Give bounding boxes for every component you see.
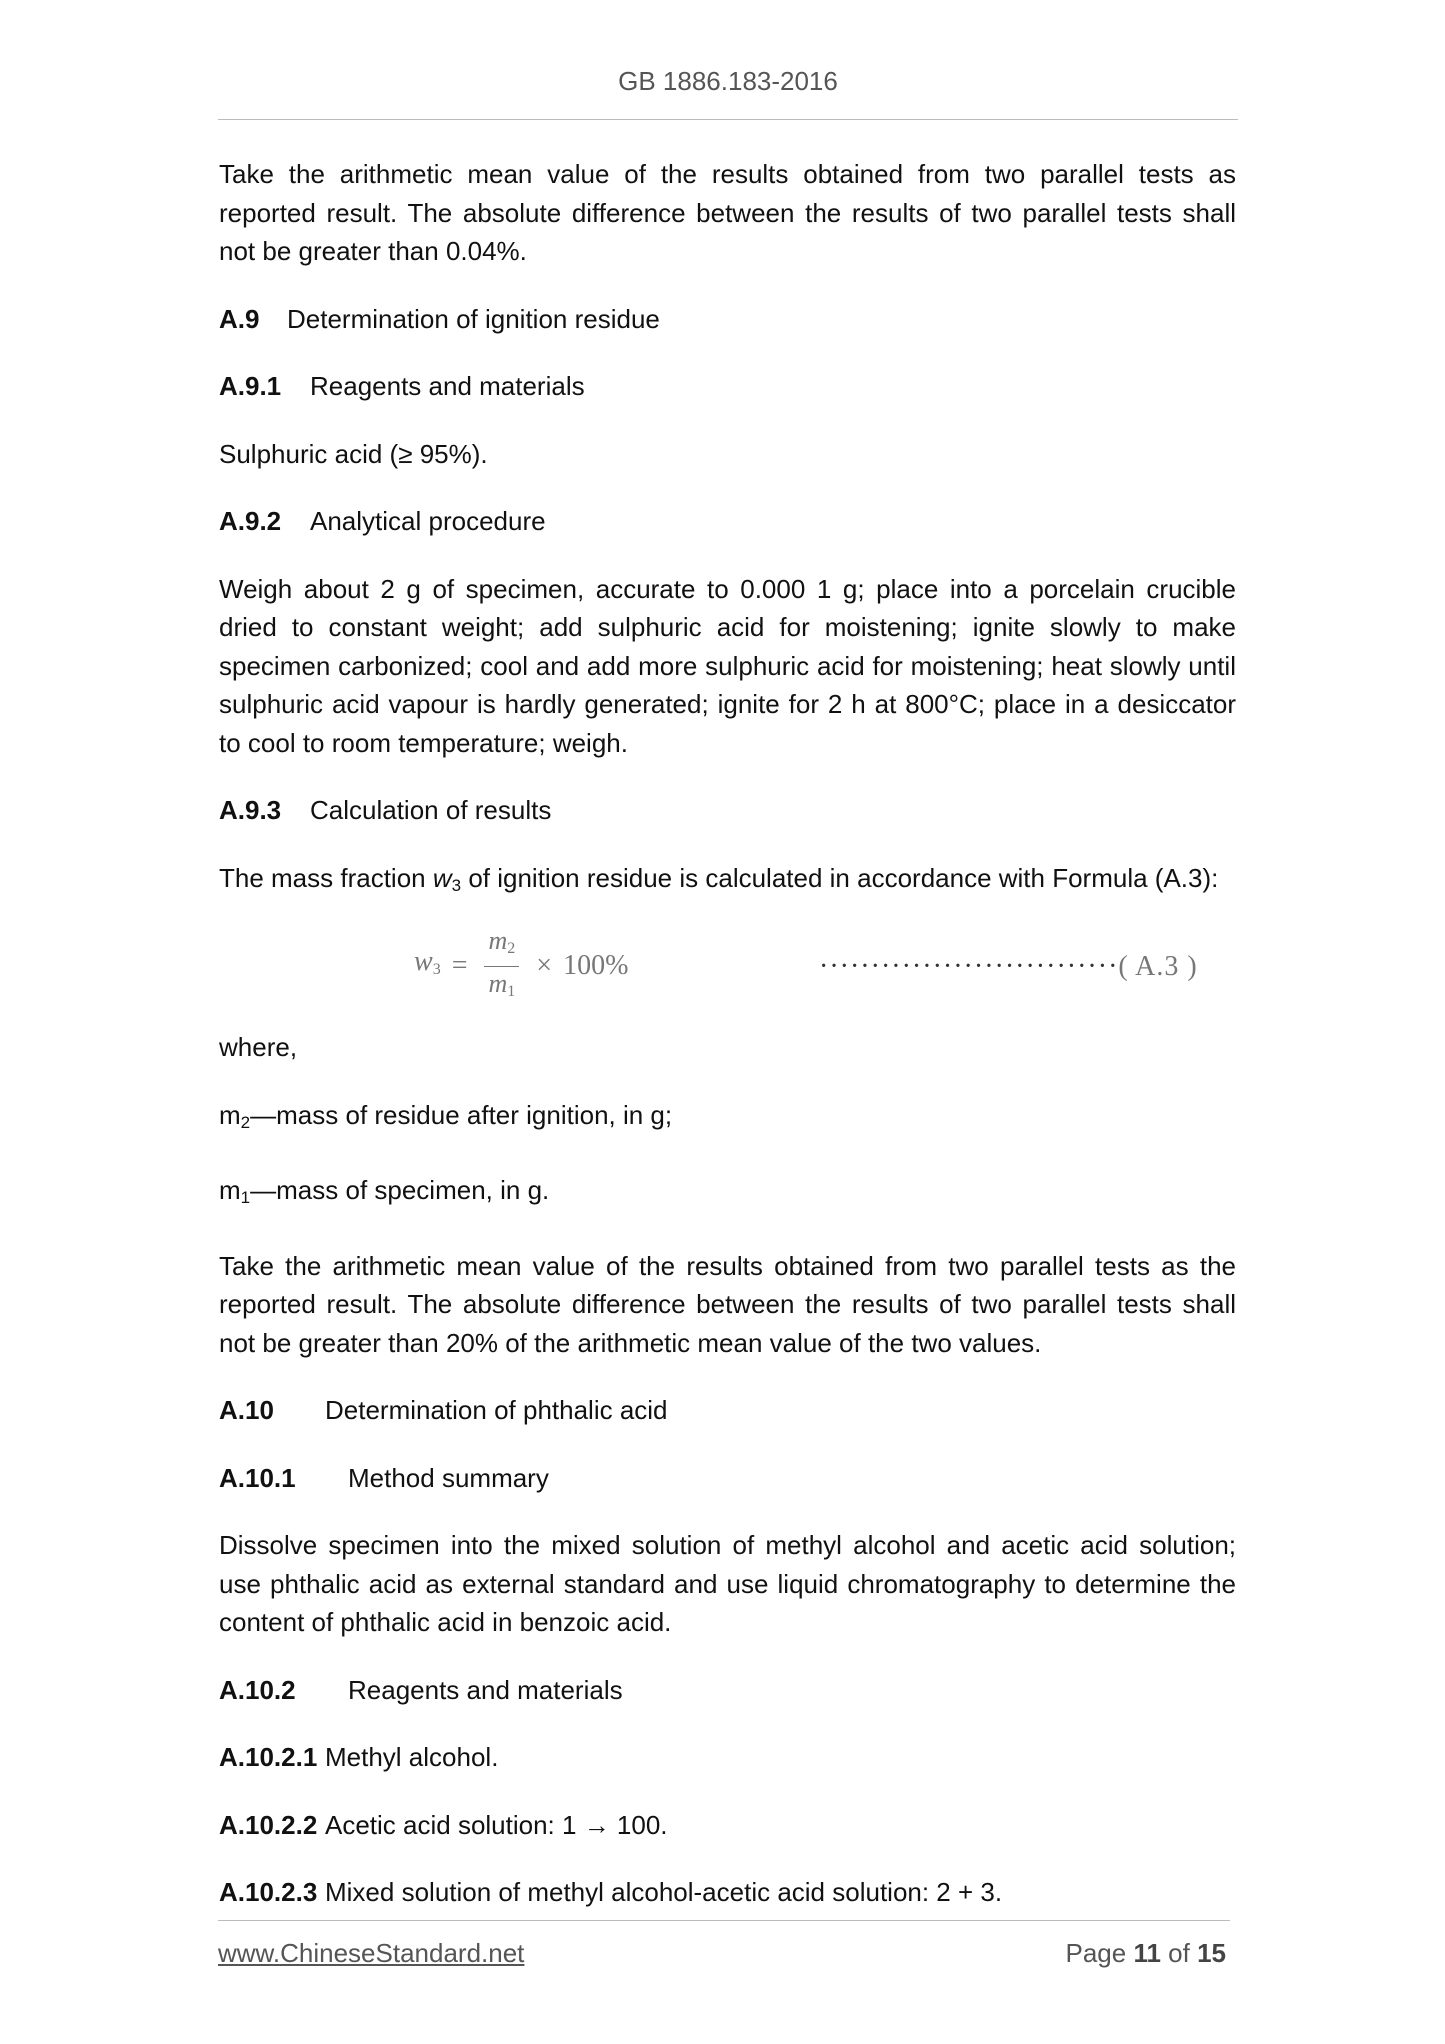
heading-a10-2-3 bbox=[219, 1873, 1236, 1912]
formula-a3 bbox=[219, 924, 1236, 1006]
formula-dot-leader: ····························· bbox=[819, 951, 1119, 982]
heading-a10-2-1 bbox=[219, 1738, 1236, 1777]
formula-fraction bbox=[484, 924, 519, 1009]
heading-a9-3 bbox=[219, 791, 1236, 830]
footer-page-current: 11 bbox=[1133, 1938, 1161, 1968]
formula-lhs bbox=[414, 943, 441, 990]
heading-a10-2-number: A.10.2 bbox=[219, 1674, 296, 1705]
footer-page-total: 15 bbox=[1197, 1938, 1226, 1968]
formula-denominator-var: m bbox=[488, 969, 508, 998]
heading-a9-2-text: Analytical procedure bbox=[310, 506, 546, 536]
formula-numerator-var: m bbox=[488, 926, 508, 955]
heading-a9-2 bbox=[219, 502, 1236, 541]
heading-a10 bbox=[219, 1391, 1236, 1430]
heading-a9-number: A.9 bbox=[219, 303, 260, 334]
footer-website-link[interactable]: www.ChineseStandard.net bbox=[218, 1938, 525, 1968]
heading-a10-number: A.10 bbox=[219, 1395, 274, 1425]
formula-number-leader bbox=[819, 948, 1198, 987]
mass-fraction-variable-subscript: 3 bbox=[451, 875, 462, 895]
header-divider bbox=[218, 119, 1238, 120]
heading-a10-2-2-number: A.10.2.2 bbox=[219, 1809, 318, 1840]
heading-a9-1-text: Reagents and materials bbox=[310, 371, 585, 401]
mass-fraction-intro-start: The mass fraction bbox=[219, 862, 433, 893]
formula-denominator-sub: 1 bbox=[507, 983, 516, 1000]
definition-m2-var: m bbox=[219, 1099, 241, 1130]
heading-a10-2-3-number: A.10.2.3 bbox=[219, 1877, 318, 1907]
heading-a9-3-text: Calculation of results bbox=[310, 795, 552, 825]
paragraph-mean-result-a8: Take the arithmetic mean value of the results obtained from two parallel tests as reported result. The absolute difference between the results of two parallel tests shall not be greater than 0.04%. bbox=[219, 159, 1236, 266]
definition-m1-var: m bbox=[219, 1175, 241, 1205]
formula-lhs-sub: 3 bbox=[432, 961, 441, 979]
formula-numerator-sub: 2 bbox=[507, 940, 516, 957]
definition-m2 bbox=[219, 1096, 1236, 1143]
heading-a10-1 bbox=[219, 1459, 1236, 1498]
formula-tag: ( A.3 ) bbox=[1118, 951, 1198, 982]
definition-m1-text: —mass of specimen, in g. bbox=[250, 1175, 550, 1205]
heading-a9-2-number: A.9.2 bbox=[219, 506, 282, 536]
heading-a10-2 bbox=[219, 1671, 1236, 1710]
paragraph-sulphuric-acid: Sulphuric acid (≥ 95%). bbox=[219, 438, 488, 469]
heading-a10-2-1-number: A.10.2.1 bbox=[219, 1742, 318, 1772]
mass-fraction-intro-end: of ignition residue is calculated in accordance with Formula (A.3): bbox=[461, 862, 1219, 893]
heading-a10-1-number: A.10.1 bbox=[219, 1462, 296, 1493]
mass-fraction-variable: w bbox=[432, 862, 452, 893]
footer-divider bbox=[218, 1920, 1230, 1921]
heading-a10-2-2-text: Acetic acid solution: 1 → 100. bbox=[325, 1809, 668, 1840]
formula-times: × bbox=[536, 950, 553, 982]
paragraph-mean-result-a9: Take the arithmetic mean value of the results obtained from two parallel tests as the reported result. The absolute difference between the results of two parallel tests shall not be greater than 20% of the arithmetic mean value of the two values. bbox=[219, 1250, 1236, 1358]
heading-a10-2-text: Reagents and materials bbox=[348, 1674, 623, 1705]
heading-a10-2-2 bbox=[219, 1806, 1236, 1845]
document-body bbox=[219, 155, 1236, 1941]
formula-percent: 100% bbox=[563, 950, 629, 982]
definition-m1-sub: 1 bbox=[240, 1188, 251, 1207]
heading-a10-text: Determination of phthalic acid bbox=[325, 1395, 668, 1425]
heading-a10-2-1-text: Methyl alcohol. bbox=[325, 1742, 499, 1772]
footer-page-mid: of bbox=[1160, 1938, 1198, 1968]
footer-page-prefix: Page bbox=[1065, 1938, 1134, 1968]
definition-m2-text: —mass of residue after ignition, in g; bbox=[250, 1099, 673, 1130]
heading-a9-1-number: A.9.1 bbox=[219, 371, 282, 401]
formula-equals: = bbox=[451, 950, 468, 982]
paragraph-method-summary: Dissolve specimen into the mixed solution of methyl alcohol and acetic acid solution; use phthalic acid as external standard and use liquid chromatography to determine the content of phthalic acid in benzoic acid. bbox=[219, 1530, 1236, 1637]
heading-a9-1 bbox=[219, 367, 1236, 406]
heading-a10-1-text: Method summary bbox=[348, 1462, 549, 1493]
heading-a10-2-3-text: Mixed solution of methyl alcohol-acetic acid solution: 2 + 3. bbox=[325, 1877, 1003, 1907]
footer-page-number bbox=[1065, 1938, 1226, 1969]
definition-m2-sub: 2 bbox=[240, 1112, 251, 1132]
heading-a9-text: Determination of ignition residue bbox=[287, 303, 660, 334]
formula-lhs-var: w bbox=[414, 946, 433, 978]
formula-numerator bbox=[484, 924, 519, 967]
paragraph-mass-fraction-intro bbox=[219, 859, 1236, 906]
formula-expression bbox=[414, 924, 628, 1009]
heading-a9-3-number: A.9.3 bbox=[219, 795, 282, 825]
formula-denominator bbox=[484, 967, 519, 1009]
paragraph-analytical-procedure: Weigh about 2 g of specimen, accurate to 0.000 1 g; place into a porcelain crucible dried to constant weight; add sulphuric acid for moistening; ignite slowly to make specimen carbonized; cool and add more sulphuric acid for moistening; heat slowly until sulphuric acid vapour is hardly generated; ignite for 2 h at 800°C; place in a desiccator to cool to room temperature; weigh. bbox=[219, 573, 1236, 758]
paragraph-where: where, bbox=[219, 1032, 298, 1062]
page-header-title: GB 1886.183-2016 bbox=[618, 66, 838, 96]
definition-m1 bbox=[219, 1171, 1236, 1218]
heading-a9 bbox=[219, 300, 1236, 339]
